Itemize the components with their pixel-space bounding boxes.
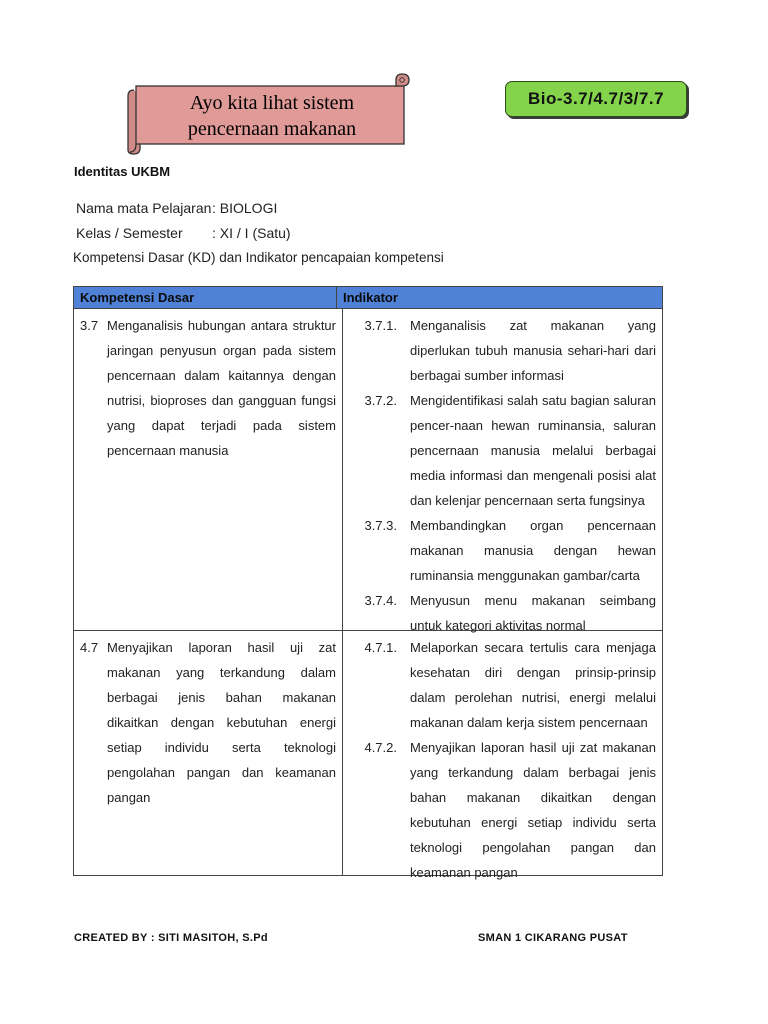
module-code-badge: Bio-3.7/4.7/3/7.7: [505, 81, 687, 117]
indicator-number: 3.7.2.: [364, 393, 397, 408]
class-label: Kelas / Semester: [76, 225, 183, 241]
header-indikator: Indikator: [343, 290, 398, 305]
indicator-item: [343, 635, 662, 735]
indicator-cell: [343, 631, 662, 880]
indicator-text: Mengidentifikasi salah satu bagian saluran pencer-naan hewan ruminansia, saluran pencernaan manusia melalui berbagai media informasi dan mengenali posisi alat dan kelenjar pencernaan serta fungsinya: [410, 393, 656, 508]
indicator-item: [343, 513, 662, 588]
subject-label: Nama mata Pelajaran: [76, 200, 212, 216]
table-row: [74, 309, 662, 631]
kd-cell: [74, 631, 343, 876]
kd-intro-text: Kompetensi Dasar (KD) dan Indikator pencapaian kompetensi: [73, 250, 444, 265]
indicator-item: [343, 313, 662, 388]
banner-title-line2: pencernaan makanan: [187, 118, 357, 140]
indicator-number: 3.7.3.: [364, 518, 397, 533]
indicator-text: Membandingkan organ pencernaan makanan manusia dengan hewan ruminansia menggunakan gambar/carta: [410, 518, 656, 583]
subject-value: : BIOLOGI: [212, 200, 278, 216]
kd-cell: [74, 309, 343, 630]
indicator-item: [343, 388, 662, 513]
competency-table: [73, 286, 663, 880]
indicator-number: 3.7.4.: [364, 593, 397, 608]
table-row: [74, 631, 662, 880]
table-header: [74, 287, 662, 309]
kd-description: Menyajikan laporan hasil uji zat makanan yang terkandung dalam berbagai jenis bahan makanan dikaitkan dengan kebutuhan energi setiap individu serta teknologi pengolahan pangan dan keamanan pangan: [107, 640, 336, 805]
title-scroll-banner: [124, 72, 414, 156]
indicator-item: [343, 735, 662, 885]
class-row: [76, 225, 291, 241]
indicator-text: Melaporkan secara tertulis cara menjaga kesehatan diri dengan prinsip-prinsip dalam perolehan nutrisi, energi melalui makanan dalam kerja sistem pencernaan: [410, 640, 656, 730]
indicator-text: Menyajikan laporan hasil uji zat makanan yang terkandung dalam berbagai jenis bahan makanan dikaitkan dengan kebutuhan energi setiap individu serta teknologi pengolahan pangan dan keamanan pangan: [410, 740, 656, 880]
header-kompetensi-dasar: Kompetensi Dasar: [74, 287, 337, 308]
footer-author: CREATED BY : SITI MASITOH, S.Pd: [74, 932, 268, 944]
kd-number: 4.7: [80, 640, 99, 655]
banner-title-line1: Ayo kita lihat sistem: [189, 92, 355, 114]
kd-number: 3.7: [80, 318, 99, 333]
kd-description: Menganalisis hubungan antara struktur jaringan penyusun organ pada sistem pencernaan dalam kaitannya dengan nutrisi, bioproses dan gangguan fungsi yang dapat terjadi pada sistem pencernaan manusia: [107, 318, 336, 458]
indicator-number: 4.7.1.: [364, 640, 397, 655]
indicator-number: 4.7.2.: [364, 740, 397, 755]
section-title: Identitas UKBM: [74, 164, 171, 179]
indicator-text: Menganalisis zat makanan yang diperlukan tubuh manusia sehari-hari dari berbagai sumber informasi: [410, 318, 656, 383]
indicator-text: Menyusun menu makanan seimbang untuk kategori aktivitas normal: [410, 593, 656, 633]
subject-row: [76, 200, 277, 216]
class-value: : XI / I (Satu): [212, 225, 291, 241]
indicator-number: 3.7.1.: [364, 318, 397, 333]
footer-school: SMAN 1 CIKARANG PUSAT: [478, 932, 628, 944]
indicator-cell: [343, 309, 662, 633]
